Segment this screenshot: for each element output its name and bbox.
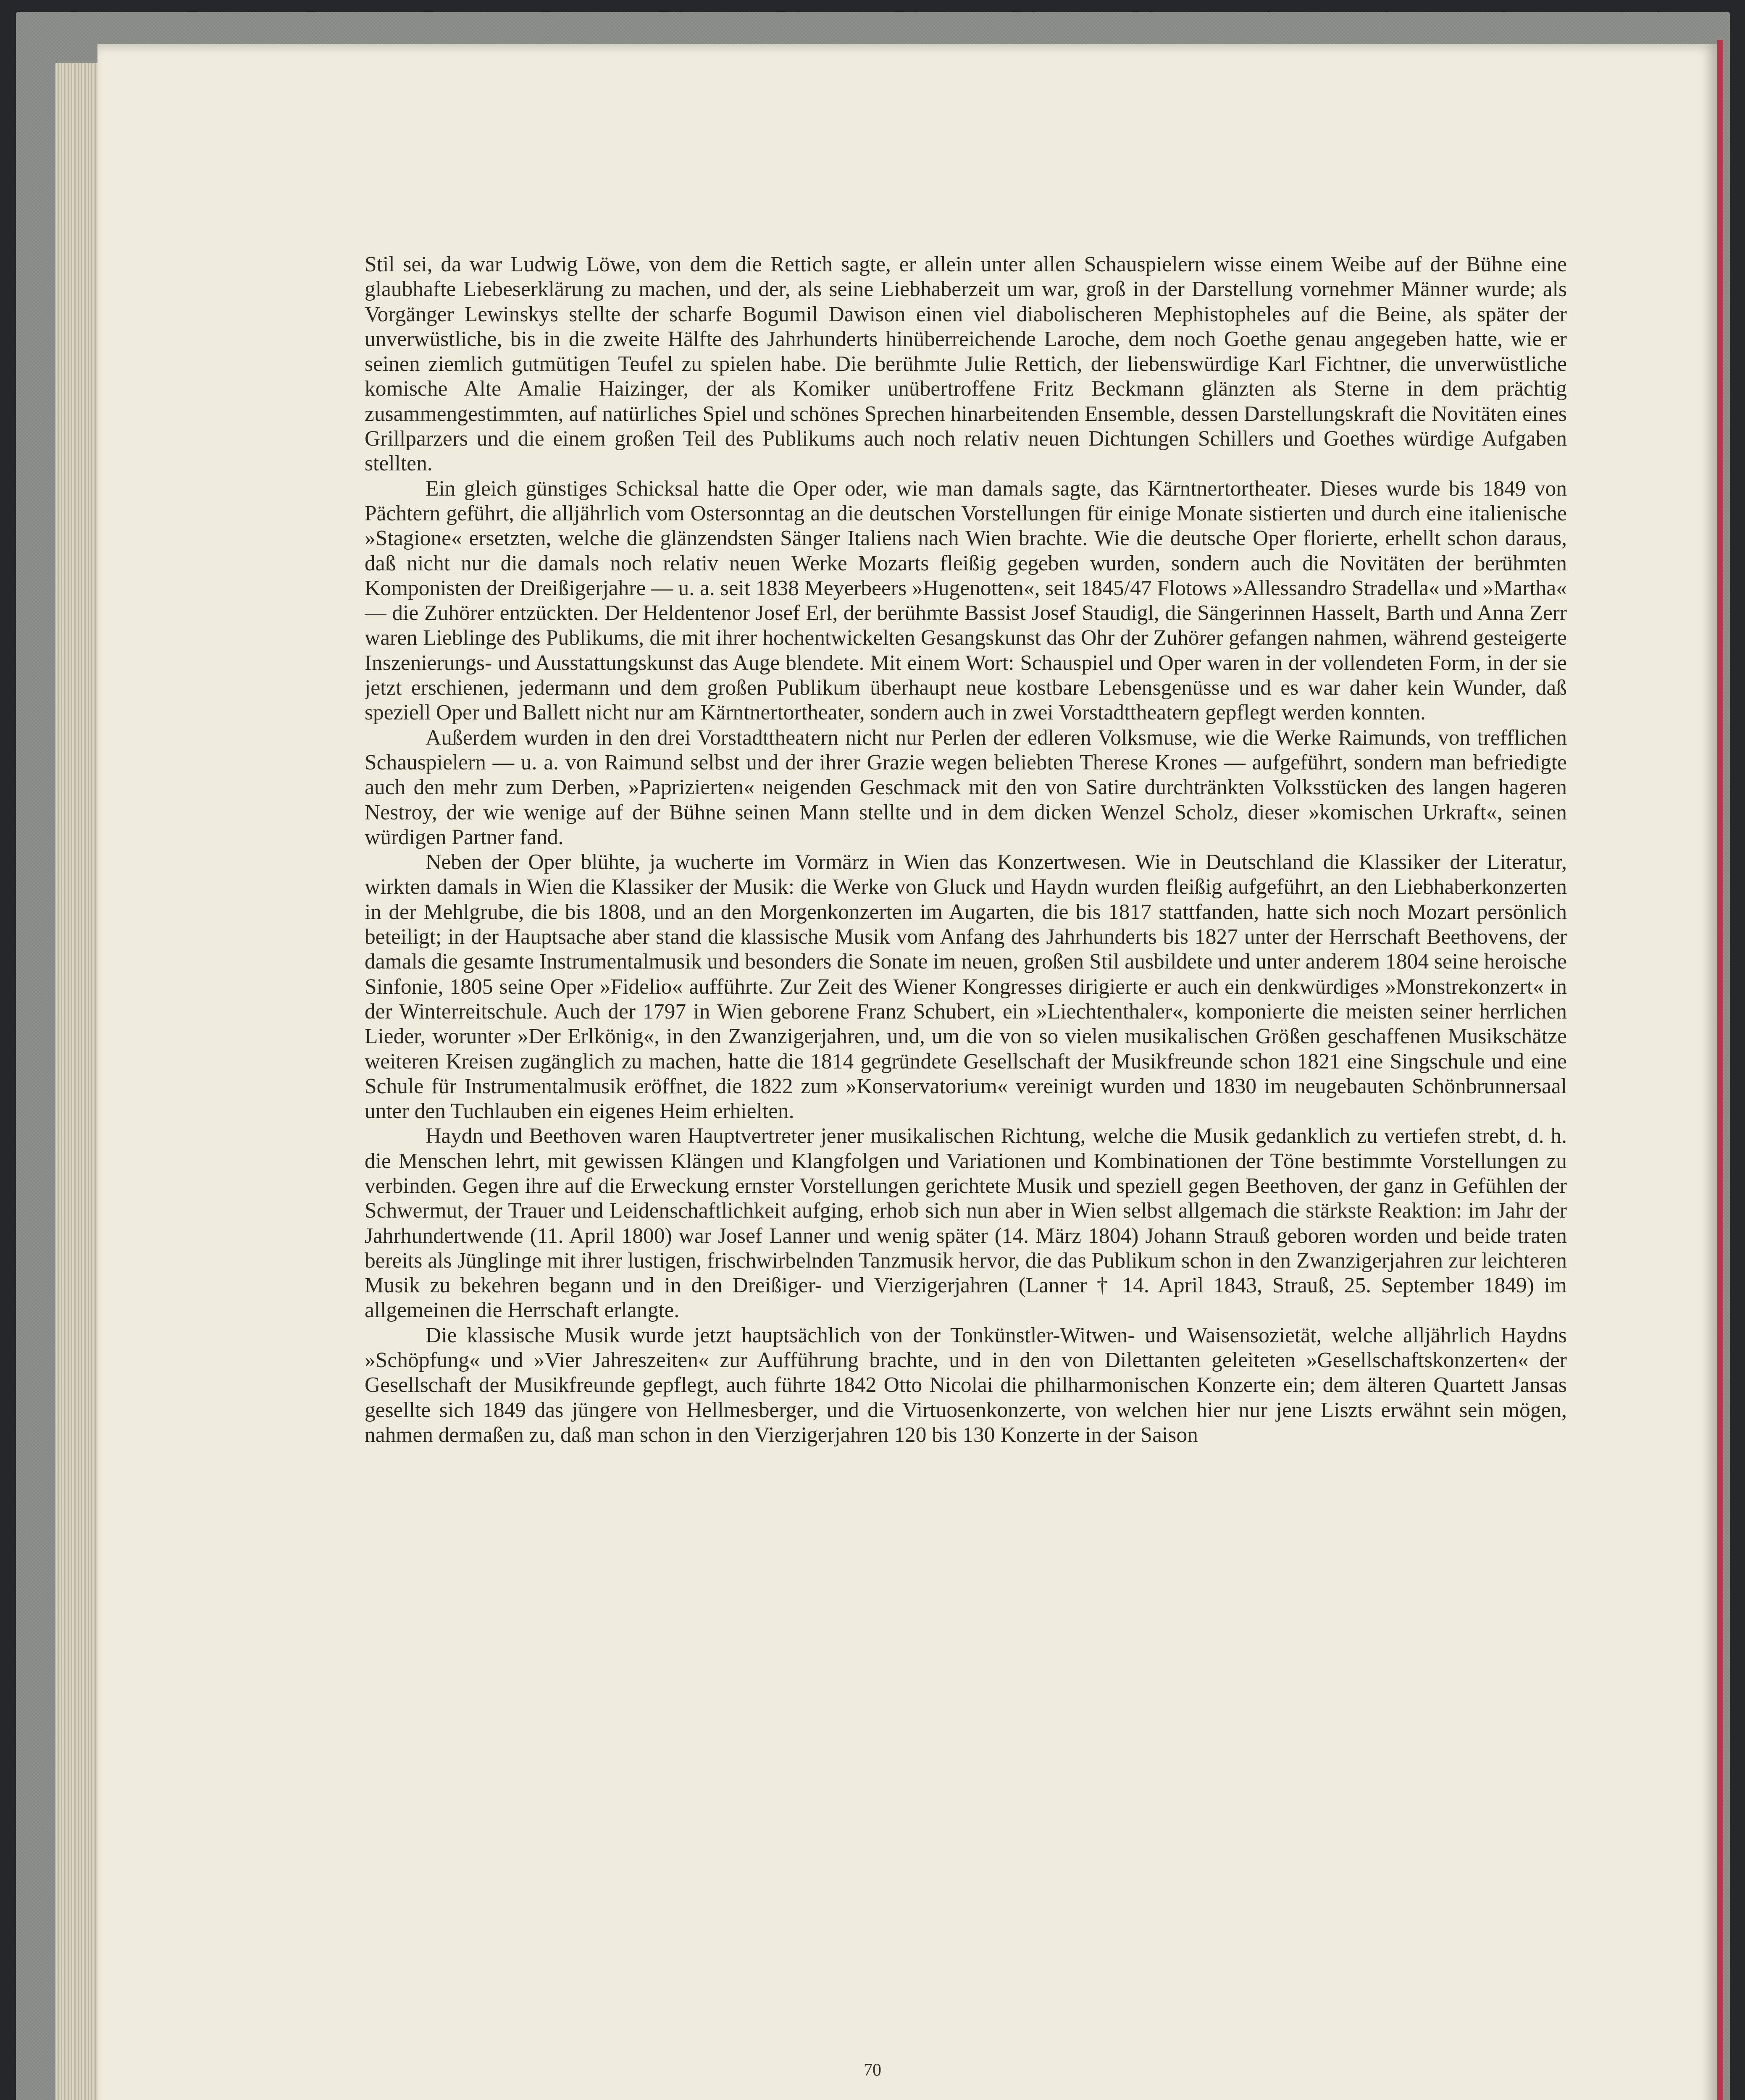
paragraph: Ein gleich günstiges Schicksal hatte die Oper oder, wie man damals sagte, das Kärntnertortheater. Dieses wurde bis 1849 von Pächtern geführt, die alljährlich vom Ostersonntag an die deutschen Vorstellungen für einige Monate sistierten und durch eine italienische »Stagione« ersetzten, welche die glänzendsten Sänger Italiens nach Wien brachte. Wie die deutsche Oper florierte, erhellt schon daraus, daß nicht nur die damals noch relativ neuen Werke Mozarts fleißig gegeben wurden, sondern auch die Novitäten der berühmten Komponisten der Dreißigerjahre — u. a. seit 1838 Meyerbeers »Hugenotten«, seit 1845/47 Flotows »Allessandro Stradella« und »Martha« — die Zuhörer entzückten. Der Heldentenor Josef Erl, der berühmte Bassist Josef Staudigl, die Sängerinnen Hasselt, Barth und Anna Zerr waren Lieblinge des Publikums, die mit ihrer hochentwickelten Gesangskunst das Ohr der Zuhörer gefangen nahmen, während gesteigerte Inszenierungs- und Ausstattungskunst das Auge blendete. Mit einem Wort: Schauspiel und Oper waren in der vollendeten Form, in der sie jetzt erschienen, jedermann und dem großen Publikum überhaupt neue kostbare Lebensgenüsse und es war daher kein Wunder, daß speziell Oper und Ballett nicht nur am Kärntnertortheater, sondern auch in zwei Vorstadttheatern gepflegt werden konnten. [365,476,1567,725]
body-text [365,252,1567,2100]
red-page-edge [1717,40,1723,2100]
page-number: 70 [864,2061,881,2080]
paragraph: Neben der Oper blühte, ja wucherte im Vormärz in Wien das Konzertwesen. Wie in Deutschland die Klassiker der Literatur, wirkten damals in Wien die Klassiker der Musik: die Werke von Gluck und Haydn wurden fleißig aufgeführt, an den Liebhaberkonzerten in der Mehlgrube, die bis 1808, und an den Morgenkonzerten im Augarten, die bis 1817 stattfanden, hatte sich noch Mozart persönlich beteiligt; in der Hauptsache aber stand die klassische Musik vom Anfang des Jahrhunderts bis 1827 unter der Herrschaft Beethovens, der damals die gesamte Instrumentalmusik und besonders die Sonate im neuen, großen Stil ausbildete und unter anderem 1804 seine heroische Sinfonie, 1805 seine Oper »Fidelio« aufführte. Zur Zeit des Wiener Kongresses dirigierte er auch ein denkwürdiges »Monstrekonzert« in der Winterreitschule. Auch der 1797 in Wien geborene Franz Schubert, ein »Liechtenthaler«, komponierte die meisten seiner herrlichen Lieder, worunter »Der Erlkönig«, in den Zwanzigerjahren, und, um die von so vielen musikalischen Größen geschaffenen Musikschätze weiteren Kreisen zugänglich zu machen, hatte die 1814 gegründete Gesellschaft der Musikfreunde schon 1821 eine Singschule und eine Schule für Instrumentalmusik eröffnet, die 1822 zum »Konservatorium« vereinigt wurden und 1830 im neugebauten Schönbrunnersaal unter den Tuchlauben ein eigenes Heim erhielten. [365,850,1567,1124]
paragraph: Außerdem wurden in den drei Vorstadttheatern nicht nur Perlen der edleren Volksmuse, wie die Werke Raimunds, von trefflichen Schauspielern — u. a. von Raimund selbst und der ihrer Grazie wegen beliebten Therese Krones — aufgeführt, sondern man befriedigte auch den mehr zum Derben, »Paprizierten« neigenden Geschmack mit den von Satire durchtränkten Volksstücken des langen hageren Nestroy, der wie wenige auf der Bühne seinen Mann stellte und in dem dicken Wenzel Scholz, dieser »komischen Urkraft«, seinen würdigen Partner fand. [365,725,1567,849]
paragraph: Haydn und Beethoven waren Hauptvertreter jener musikalischen Richtung, welche die Musik gedanklich zu vertiefen strebt, d. h. die Menschen lehrt, mit gewissen Klängen und Klangfolgen und Variationen und Kombinationen der Töne bestimmte Vorstellungen zu verbinden. Gegen ihre auf die Erweckung ernster Vorstellungen gerichtete Musik und speziell gegen Beethoven, der ganz in Gefühlen der Schwermut, der Trauer und Leidenschaftlichkeit aufging, erhob sich nun aber in Wien selbst allgemach die stärkste Reaktion: im Jahr der Jahrhundertwende (11. April 1800) war Josef Lanner und wenig später (14. März 1804) Johann Strauß geboren worden und beide traten bereits als Jünglinge mit ihrer lustigen, frischwirbelnden Tanzmusik hervor, die das Publikum schon in den Zwanzigerjahren zur leichteren Musik zu bekehren begann und in den Dreißiger- und Vierzigerjahren (Lanner † 14. April 1843, Strauß, 25. September 1849) im allgemeinen die Herrschaft erlangte. [365,1124,1567,1323]
paragraph: Die klassische Musik wurde jetzt hauptsächlich von der Tonkünstler-Witwen- und Waisensozietät, welche alljährlich Haydns »Schöpfung« und »Vier Jahreszeiten« zur Aufführung brachte, und in den von Dilettanten geleiteten »Gesellschaftskonzerten« der Gesellschaft der Musikfreunde gepflegt, auch führte 1842 Otto Nicolai die philharmonischen Konzerte ein; dem älteren Quartett Jansas gesellte sich 1849 das jüngere von Hellmesberger, und die Virtuosenkonzerte, von welchen hier nur jene Liszts erwähnt sein mögen, nahmen dermaßen zu, daß man schon in den Vierzigerjahren 120 bis 130 Konzerte in der Saison [365,1323,1567,1447]
page-block-edge [55,63,102,2100]
paragraph: Stil sei, da war Ludwig Löwe, von dem die Rettich sagte, er allein unter allen Schauspielern wisse einem Weibe auf der Bühne eine glaubhafte Liebeserklärung zu machen, und der, als seine Liebhaberzeit um war, groß in der Darstellung vornehmer Männer wurde; als Vorgänger Lewinskys stellte der scharfe Bogumil Dawison einen viel diabolischeren Mephistopheles auf die Beine, als später der unverwüstliche, bis in die zweite Hälfte des Jahrhunderts hinüberreichende Laroche, dem noch Goethe genau angegeben hatte, wie er seinen ziemlich gutmütigen Teufel zu spielen habe. Die berühmte Julie Rettich, der liebenswürdige Karl Fichtner, die unverwüstliche komische Alte Amalie Haizinger, der als Komiker unübertroffene Fritz Beckmann glänzten als Sterne in dem prächtig zusammengestimmten, auf natürliches Spiel und schönes Sprechen hinarbeitenden Ensemble, dessen Darstellungskraft die Novitäten eines Grillparzers und die einem großen Teil des Publikums auch noch relativ neuen Dichtungen Schillers und Goethes würdige Aufgaben stellten. [365,252,1567,476]
